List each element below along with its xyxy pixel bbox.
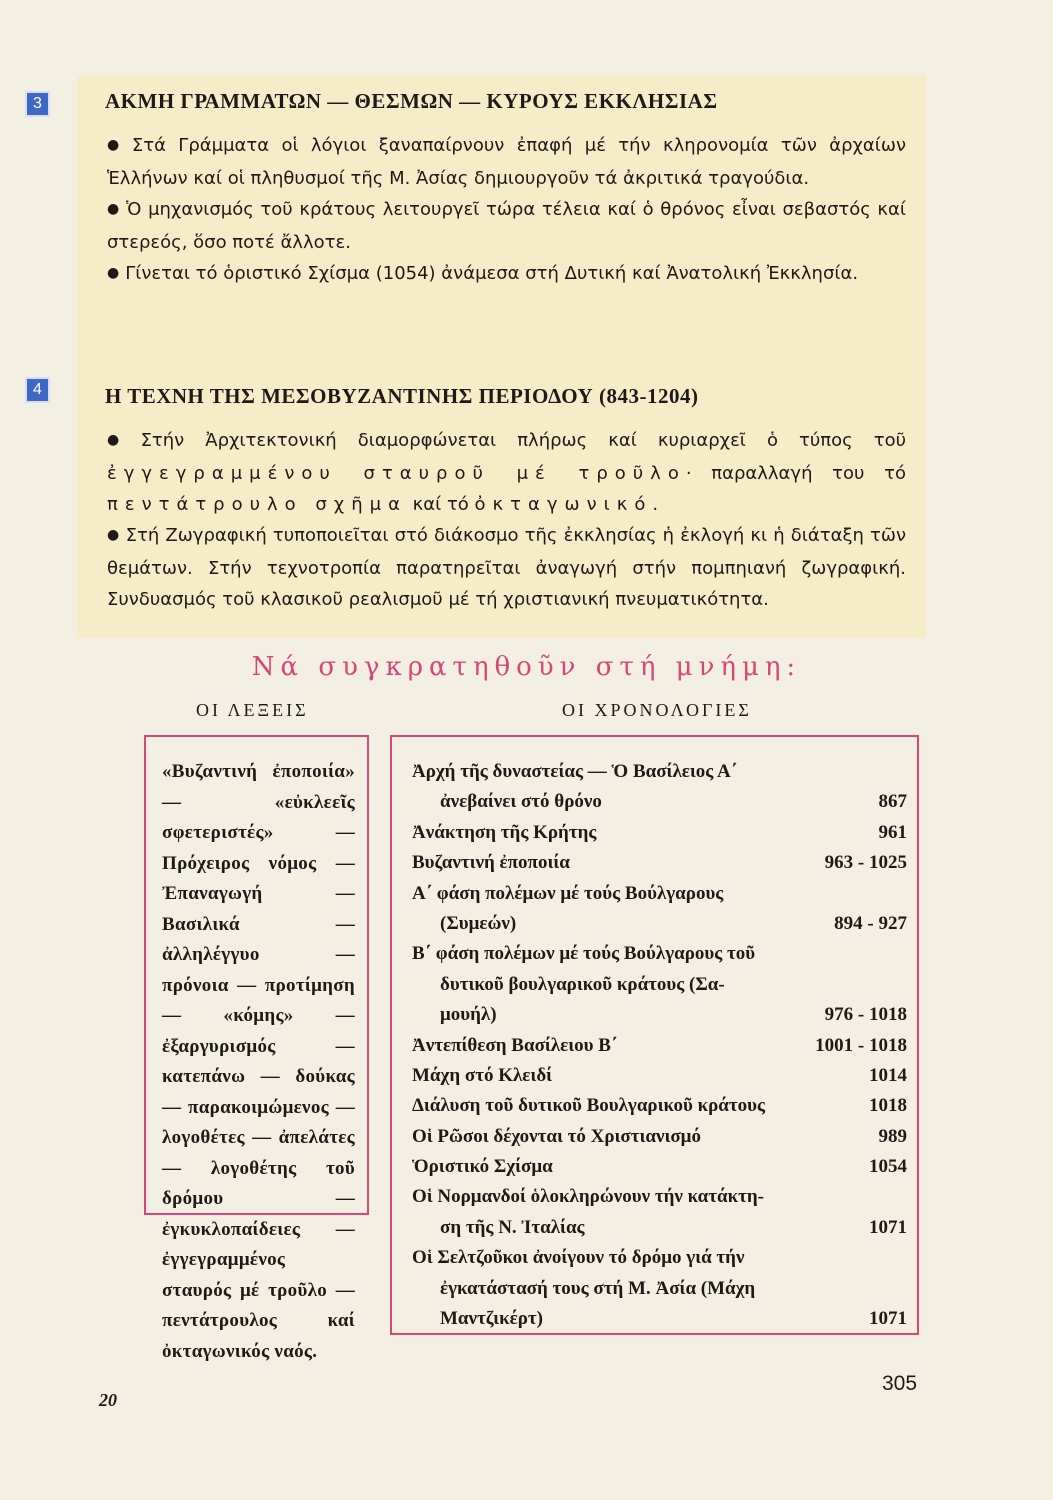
date-event: μουήλ): [440, 1004, 497, 1026]
date-event: δυτικοῦ βουλγαρικοῦ κράτους (Σα-: [440, 973, 725, 995]
date-event: Οἱ Νορμανδοί ὁλοκληρώνουν τήν κατάκτη-: [412, 1186, 765, 1208]
paragraph: [107, 130, 906, 194]
date-event: Α΄ φάση πολέμων μέ τούς Βούλγαρους: [412, 882, 724, 904]
date-row: [412, 939, 907, 969]
date-year: 867: [878, 791, 907, 813]
date-row: [412, 879, 907, 909]
date-event: Ὁριστικό Σχίσμα: [412, 1156, 553, 1178]
date-row: [412, 1091, 907, 1121]
date-row: [412, 1000, 907, 1030]
paragraph-text: Στή Ζωγραφική τυποποιεῖται στό διάκοσμο τῆς ἐκκλησίας ἡ ἐκλογή κι ἡ διάταξη τῶν θεμάτων. Στήν τεχνοτροπία παρατηρεῖται ἀναγωγή στήν πομπηιανή ζωγραφική. Συνδυασμός τοῦ κλασικοῦ ρεαλισμοῦ μέ τή χριστιανική πνευματικότητα.: [107, 525, 907, 610]
memory-title: Νά συγκρατηθοῦν στή μνήμη:: [251, 652, 802, 682]
paragraph-text: Στήν Ἀρχιτεκτονική διαμορφώνεται πλήρως καί κυριαρχεῖ ὁ τύπος τοῦ: [140, 430, 907, 451]
paragraph-text: Στά Γράμματα οἱ λόγιοι ξαναπαίρνουν ἐπαφή μέ τήν κληρονομία τῶν ἀρχαίων Ἑλλήνων καί οἱ πληθυσμοί τῆς Μ. Ἀσίας δημιουργοῦν τά ἀκριτικά τραγούδια.: [107, 135, 907, 189]
date-year: 976 - 1018: [824, 1004, 907, 1026]
date-year: 961: [878, 821, 907, 843]
paragraph: [107, 194, 906, 258]
date-row: [412, 1152, 907, 1182]
date-row: [412, 848, 907, 878]
date-year: 963 - 1025: [824, 852, 907, 874]
paragraph: [107, 425, 906, 520]
bullet-icon: ●: [107, 137, 126, 153]
paragraph-text: Ὁ μηχανισμός τοῦ κράτους λειτουργεῖ τώρα τέλεια καί ὁ θρόνος εἶναι σεβαστός καί στερεός, ὅσο ποτέ ἄλλοτε.: [107, 199, 906, 253]
date-event: Β΄ φάση πολέμων μέ τούς Βούλγαρους τοῦ: [412, 943, 756, 965]
paragraph: [107, 258, 906, 291]
date-row: [412, 1122, 907, 1152]
section-3-heading: ΑΚΜΗ ΓΡΑΜΜΑΤΩΝ — ΘΕΣΜΩΝ — ΚΥΡΟΥΣ ΕΚΚΛΗΣΙΑΣ: [105, 89, 718, 113]
date-event: Βυζαντινή ἐποποιία: [412, 852, 570, 874]
bullet-icon: ●: [107, 432, 135, 448]
page-number: 305: [882, 1372, 918, 1395]
date-row: [412, 1274, 907, 1304]
bullet-icon: ●: [107, 265, 120, 281]
date-event: Διάλυση τοῦ δυτικοῦ Βουλγαρικοῦ κράτους: [412, 1095, 766, 1117]
date-event: Ἀνάκτηση τῆς Κρήτης: [412, 821, 597, 843]
date-event: Οἱ Σελτζοῦκοι ἀνοίγουν τό δρόμο γιά τήν: [412, 1247, 745, 1269]
date-year: 1071: [869, 1308, 907, 1330]
spaced-term: ὀκταγωνικό: [474, 494, 653, 515]
date-row: [412, 1031, 907, 1061]
date-year: 1071: [869, 1216, 907, 1238]
section-4: [77, 370, 926, 638]
spaced-term: πεντάτρουλο σχῆμα: [107, 494, 407, 515]
date-row: [412, 1061, 907, 1091]
dates-list: [412, 757, 907, 1334]
date-event: ἐγκατάστασή τους στή Μ. Ἀσία (Μάχη: [440, 1277, 756, 1299]
date-row: [412, 1243, 907, 1273]
paragraph-text: Γίνεται τό ὁριστικό Σχίσμα (1054) ἀνάμεσα στή Δυτική καί Ἀνατολική Ἐκκλησία.: [125, 263, 859, 284]
paragraph-text: · παραλλαγή του τό: [685, 463, 906, 484]
paragraph-text: καί τό: [406, 494, 475, 515]
dates-box: [390, 735, 919, 1335]
section-number-badge: 4: [25, 377, 50, 403]
paragraph: [107, 520, 906, 615]
bullet-icon: ●: [107, 527, 120, 543]
section-3: [77, 75, 926, 370]
date-row: [412, 1213, 907, 1243]
paragraph-text: .: [652, 494, 659, 515]
words-box: [144, 735, 369, 1362]
words-column-label: ΟΙ ΛΕΞΕΙΣ: [196, 700, 309, 720]
date-year: 1001 - 1018: [815, 1034, 907, 1056]
spaced-term: ἐγγεγραμμένου σταυροῦ μέ τροῦλο: [107, 463, 686, 484]
date-row: [412, 818, 907, 848]
date-row: [412, 1182, 907, 1212]
date-year: 1014: [869, 1064, 907, 1086]
date-row: [412, 757, 907, 787]
date-event: ἀνεβαίνει στό θρόνο: [440, 791, 602, 813]
section-4-body: [107, 425, 906, 615]
date-event: Ἀρχή τῆς δυναστείας — Ὁ Βασίλειος Α΄: [412, 761, 738, 782]
section-3-body: [107, 130, 906, 291]
words-list: «Βυζαντινή ἐποποιία» — «εὐκλεεῖς σφετεριστές» — Πρόχειρος νόμος — Ἐπαναγωγή — Βασιλικά — ἀλληλέγγυο — πρόνοια — προτίμηση — «κόμης» — ἐξαργυρισμός — κατεπάνω — δούκας — παρακοιμώμενος — λογοθέτες — ἀπελάτες — λογοθέτης τοῦ δρόμου — ἐγκυκλοπαίδειες — ἐγγεγραμμένος σταυρός μέ τροῦλο — πεντάτρουλος καί ὀκταγωνικός ναός.: [162, 761, 355, 1362]
date-event: ση τῆς Ν. Ἰταλίας: [440, 1216, 585, 1238]
section-number-badge: 3: [25, 91, 50, 117]
date-row: [412, 1304, 907, 1334]
date-year: 989: [878, 1125, 907, 1147]
bullet-icon: ●: [107, 201, 121, 217]
date-event: Οἱ Ρῶσοι δέχονται τό Χριστιανισμό: [412, 1125, 701, 1147]
date-row: [412, 909, 907, 939]
date-row: [412, 787, 907, 817]
dates-column-label: ΟΙ ΧΡΟΝΟΛΟΓΙΕΣ: [562, 700, 752, 720]
page-marker-left: 20: [99, 1390, 117, 1410]
date-event: Μαντζικέρτ): [440, 1308, 543, 1330]
date-year: 1054: [869, 1156, 907, 1178]
date-year: 894 - 927: [834, 912, 907, 934]
date-event: Μάχη στό Κλειδί: [412, 1064, 553, 1086]
date-event: Ἀντεπίθεση Βασίλειου Β΄: [412, 1034, 618, 1056]
date-row: [412, 970, 907, 1000]
date-year: 1018: [869, 1095, 907, 1117]
date-event: (Συμεών): [440, 912, 517, 934]
section-4-heading: Η ΤΕΧΝΗ ΤΗΣ ΜΕΣΟΒΥΖΑΝΤΙΝΗΣ ΠΕΡΙΟΔΟΥ (843-1204): [105, 384, 699, 408]
